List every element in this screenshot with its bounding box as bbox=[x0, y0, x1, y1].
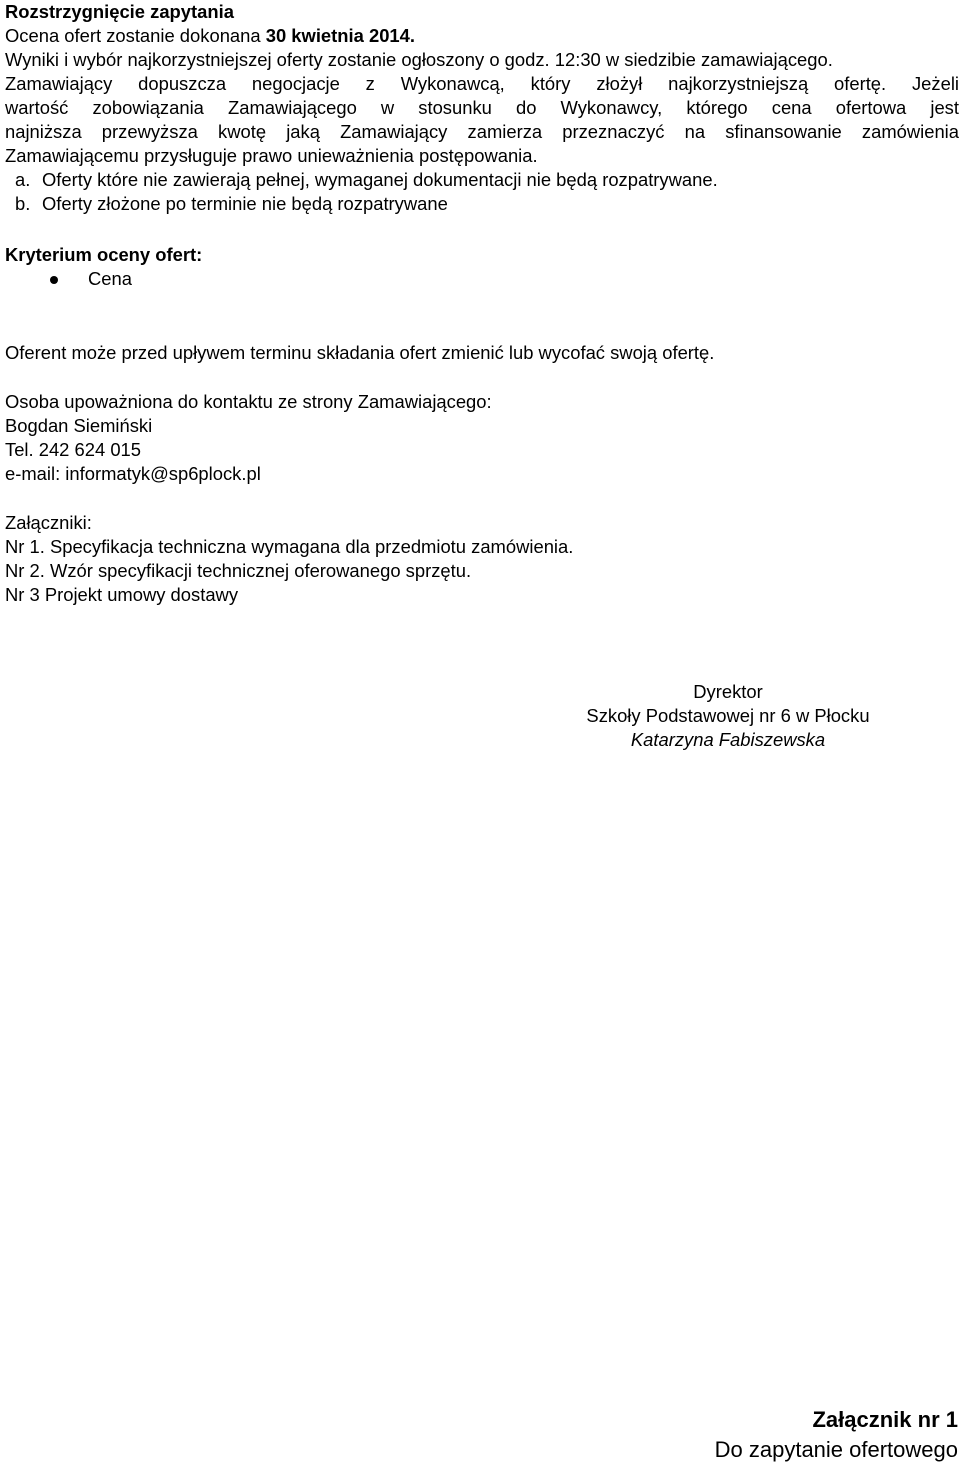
withdrawal-line: Oferent może przed upływem terminu składania ofert zmienić lub wycofać swoją ofertę. bbox=[5, 342, 715, 363]
attachment-title: Załącznik nr 1 bbox=[812, 1407, 958, 1432]
contact-heading: Osoba upoważniona do kontaktu ze strony Zamawiającego: bbox=[5, 391, 492, 412]
negotiation-line-2: wartość zobowiązania Zamawiającego w stosunku do Wykonawcy, którego cena ofertowa jest bbox=[5, 97, 959, 118]
evaluation-date-line bbox=[5, 24, 415, 48]
section-heading: Rozstrzygnięcie zapytania bbox=[5, 1, 234, 22]
condition-text: Oferty które nie zawierają pełnej, wymaganej dokumentacji nie będą rozpatrywane. bbox=[42, 169, 718, 190]
attachment-item-2: Nr 2. Wzór specyfikacji technicznej oferowanego sprzętu. bbox=[5, 560, 472, 581]
criteria-item: Cena bbox=[88, 268, 132, 289]
signature-institution: Szkoły Podstawowej nr 6 w Płocku bbox=[586, 705, 870, 726]
attachment-item-1: Nr 1. Specyfikacja techniczna wymagana dla przedmiotu zamówienia. bbox=[5, 536, 574, 557]
negotiation-line-1: Zamawiający dopuszcza negocjacje z Wykonawcą, który złożył najkorzystniejszą ofertę. Jeżeli bbox=[5, 73, 959, 94]
evaluation-prefix: Ocena ofert zostanie dokonana bbox=[5, 25, 266, 46]
signature-name: Katarzyna Fabiszewska bbox=[630, 729, 826, 750]
bullet-icon bbox=[50, 276, 58, 284]
condition-item-a bbox=[5, 168, 718, 192]
attachment-subtitle: Do zapytanie ofertowego bbox=[714, 1437, 958, 1462]
negotiation-line-3: najniższa przewyższa kwotę jaką Zamawiający zamierza przeznaczyć na sfinansowanie zamówienia bbox=[5, 121, 959, 142]
signature-title: Dyrektor bbox=[693, 681, 763, 702]
condition-marker: a. bbox=[15, 169, 31, 190]
condition-text: Oferty złożone po terminie nie będą rozpatrywane bbox=[42, 193, 448, 214]
contact-email: e-mail: informatyk@sp6plock.pl bbox=[5, 463, 261, 484]
condition-marker: b. bbox=[15, 193, 31, 214]
evaluation-date: 30 kwietnia 2014. bbox=[265, 25, 415, 46]
condition-item-b bbox=[5, 192, 448, 216]
results-line: Wyniki i wybór najkorzystniejszej oferty zostanie ogłoszony o godz. 12:30 w siedzibie zamawiającego. bbox=[5, 49, 833, 70]
contact-name: Bogdan Siemiński bbox=[5, 415, 153, 436]
attachment-item-3: Nr 3 Projekt umowy dostawy bbox=[5, 584, 239, 605]
attachments-heading: Załączniki: bbox=[5, 512, 92, 533]
negotiation-line-4: Zamawiającemu przysługuje prawo unieważnienia postępowania. bbox=[5, 145, 538, 166]
criteria-heading: Kryterium oceny ofert: bbox=[5, 244, 203, 265]
contact-phone: Tel. 242 624 015 bbox=[5, 439, 141, 460]
